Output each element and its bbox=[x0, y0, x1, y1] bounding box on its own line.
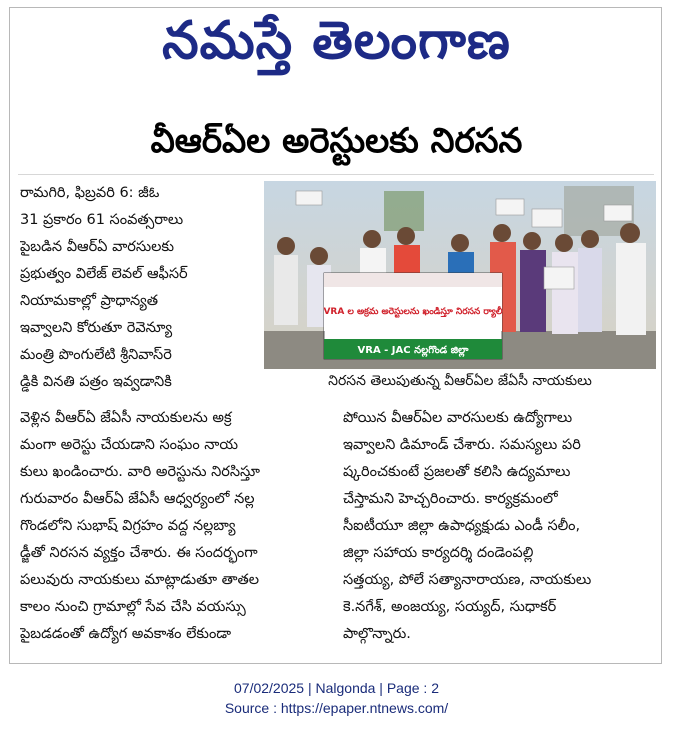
text-line: పలువురు నాయకులు మాట్లాడుతూ తాతల bbox=[20, 572, 260, 588]
text-line: డ్డికి వినతి పత్రం ఇవ్వడానికి bbox=[20, 374, 172, 390]
article-headline-block bbox=[10, 120, 663, 170]
photo-caption bbox=[264, 369, 656, 395]
protest-banner bbox=[323, 273, 502, 359]
text-line: సీఐటీయూ జిల్లా ఉపాధ్యక్షుడు ఎండీ సలీం, bbox=[343, 518, 581, 534]
text-line: డ్జీతో నిరసన వ్యక్తం చేశారు. ఈ సందర్భంగా bbox=[20, 545, 258, 561]
text-line: ఇవ్వాలని డిమాండ్ చేశారు. సమస్యలు పరి bbox=[343, 437, 581, 453]
protest-photo-illustration bbox=[264, 181, 656, 369]
banner-slogan: VRA ల అక్రమ అరెస్టులను ఖండిస్తూ నిరసన ర్యాలీ bbox=[323, 307, 503, 317]
photo-caption-text: నిరసన తెలుపుతున్న వీఆర్ఏల జేఏసీ నాయకులు bbox=[328, 372, 592, 389]
article-column-right bbox=[343, 405, 655, 648]
text-line: గొండలోని సుభాష్ విగ్రహం వద్ద నల్లబ్యా bbox=[20, 518, 236, 534]
text-line: చేస్తామని హెచ్చరించారు. కార్యక్రమంలో bbox=[343, 491, 558, 507]
article-headline: వీఆర్ఏల అరెస్టులకు నిరసన bbox=[150, 121, 523, 161]
text-line: పోయిన వీఆర్ఏల వారసులకు ఉద్యోగాలు bbox=[343, 410, 573, 426]
article-column-left bbox=[20, 405, 330, 648]
text-line: పాల్గొన్నారు. bbox=[343, 626, 411, 642]
text-line: వెళ్లిన వీఆర్ఏ జేఏసీ నాయకులను అక్ర bbox=[20, 410, 232, 426]
headline-divider bbox=[18, 174, 654, 175]
text-line: జిల్లా సహాయ కార్యదర్శి దండెంపల్లి bbox=[343, 545, 534, 561]
banner-organization: VRA - JAC నల్లగొండ జిల్లా bbox=[357, 345, 469, 356]
text-line: పైబడడంతో ఉద్యోగ అవకాశం లేకుండా bbox=[20, 626, 232, 642]
text-line: నియామకాల్లో ప్రాధాన్యత bbox=[20, 293, 158, 309]
text-line: గురువారం వీఆర్ఏ జేఏసీ ఆధ్వర్యంలో నల్ల bbox=[20, 491, 255, 507]
newspaper-clipping bbox=[9, 7, 662, 664]
text-line: కె.నగేశ్, అంజయ్య, సయ్యద్, సుధాకర్ bbox=[343, 599, 557, 615]
footer-date-edition: 07/02/2025 | Nalgonda | Page : 2 bbox=[234, 680, 439, 696]
article-column-top bbox=[20, 180, 252, 396]
text-line: ష్కరించకుంటే ప్రజలతో కలిసి ఉద్యమాలు bbox=[343, 464, 571, 480]
text-line: ఇవ్వాలని కోరుతూ రెవెన్యూ bbox=[20, 320, 173, 336]
masthead-title: నమస్తే తెలంగాణ bbox=[162, 10, 511, 71]
article-photo bbox=[264, 181, 656, 369]
text-line: పైబడిన వీఆర్ఏ వారసులకు bbox=[20, 239, 174, 255]
text-line: మంత్రి పొంగులేటి శ్రీనివాస్‌రె bbox=[20, 347, 172, 363]
footer-source-link[interactable]: Source : https://epaper.ntnews.com/ bbox=[224, 700, 449, 716]
text-line: ప్రభుత్వం విలేజ్ లెవల్ ఆఫీసర్ bbox=[20, 266, 188, 282]
masthead bbox=[10, 10, 663, 84]
text-line: కాలం నుంచి గ్రామాల్లో సేవ చేసి వయస్సు bbox=[20, 599, 246, 615]
text-line: మంగా అరెస్టు చేయడాని సంఘం నాయ bbox=[20, 437, 238, 453]
text-line: 31 ప్రకారం 61 సంవత్సరాలు bbox=[20, 212, 184, 228]
text-line: కులు ఖండించారు. వారి అరెస్టును నిరసిస్తూ bbox=[20, 464, 260, 480]
text-line: రామగిరి, ఫిబ్రవరి 6: జీఓ bbox=[20, 185, 160, 201]
text-line: సత్తయ్య, పోలే సత్యానారాయణ, నాయకులు bbox=[343, 572, 592, 588]
